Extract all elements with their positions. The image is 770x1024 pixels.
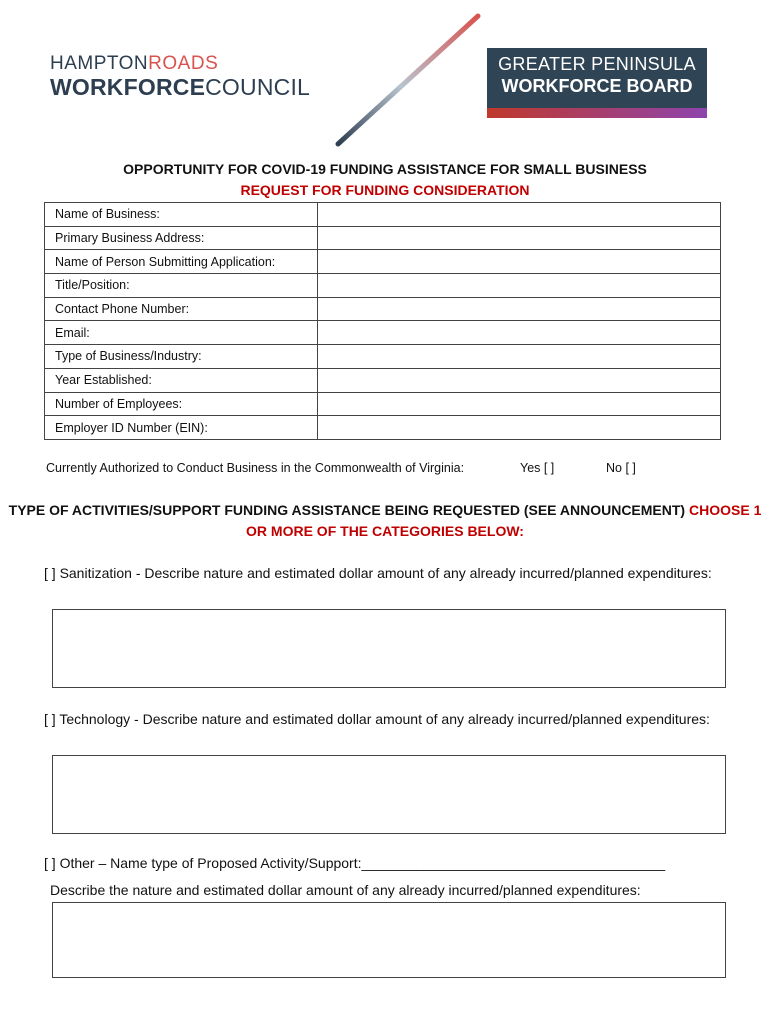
other-describe-label: Describe the nature and estimated dollar amount of any already incurred/planned expenditures: <box>50 882 641 898</box>
field-input[interactable] <box>318 274 721 298</box>
field-input[interactable] <box>318 203 721 227</box>
info-row <box>45 297 721 321</box>
option-technology <box>44 709 734 730</box>
field-label: Email: <box>45 321 318 345</box>
sanitization-description-field[interactable] <box>52 609 726 688</box>
section-heading-text: TYPE OF ACTIVITIES/SUPPORT FUNDING ASSISTANCE BEING REQUESTED (SEE ANNOUNCEMENT) <box>8 502 686 518</box>
field-label: Primary Business Address: <box>45 226 318 250</box>
field-label: Type of Business/Industry: <box>45 345 318 369</box>
info-row <box>45 416 721 440</box>
hampton-roads-logo <box>50 54 340 100</box>
field-label: Employer ID Number (EIN): <box>45 416 318 440</box>
greater-peninsula-logo <box>487 48 707 118</box>
info-row <box>45 392 721 416</box>
technology-checkbox[interactable]: [ ] <box>44 711 56 727</box>
logo-text-greater-peninsula: GREATER PENINSULA <box>498 54 696 74</box>
info-row <box>45 274 721 298</box>
field-label: Number of Employees: <box>45 392 318 416</box>
authorized-yes-checkbox[interactable]: Yes [ ] <box>520 461 555 475</box>
other-label: Other – Name type of Proposed Activity/Support:_______________________________________ <box>59 855 666 871</box>
field-label: Title/Position: <box>45 274 318 298</box>
field-input[interactable] <box>318 368 721 392</box>
field-label: Year Established: <box>45 368 318 392</box>
logo-text-roads: ROADS <box>148 53 219 74</box>
option-other <box>44 853 734 874</box>
field-label: Name of Person Submitting Application: <box>45 250 318 274</box>
logo-text-council: COUNCIL <box>205 74 311 100</box>
section-heading <box>0 500 770 542</box>
other-checkbox[interactable]: [ ] <box>44 855 56 871</box>
authorized-no-checkbox[interactable]: No [ ] <box>606 461 636 475</box>
sanitization-label: Sanitization - Describe nature and estimated dollar amount of any already incurred/planned expenditures: <box>59 565 712 581</box>
field-label: Contact Phone Number: <box>45 297 318 321</box>
field-input[interactable] <box>318 226 721 250</box>
section-heading-instruction: CHOOSE 1 OR MORE OF THE CATEGORIES BELOW: <box>246 502 762 539</box>
logo-text-hampton: HAMPTON <box>50 53 149 74</box>
info-row <box>45 345 721 369</box>
logo-text-workforce: WORKFORCE <box>50 74 206 100</box>
logo-text-workforce-board: WORKFORCE BOARD <box>501 76 693 96</box>
info-row <box>45 203 721 227</box>
page-title: OPPORTUNITY FOR COVID-19 FUNDING ASSISTANCE FOR SMALL BUSINESS <box>123 161 647 177</box>
business-info-table <box>44 202 721 440</box>
option-sanitization <box>44 563 734 584</box>
info-row <box>45 226 721 250</box>
info-row <box>45 250 721 274</box>
logo-divider-slash-icon <box>334 12 484 148</box>
technology-label: Technology - Describe nature and estimated dollar amount of any already incurred/planned expenditures: <box>59 711 710 727</box>
field-input[interactable] <box>318 321 721 345</box>
info-row <box>45 321 721 345</box>
other-description-field[interactable] <box>52 902 726 978</box>
info-row <box>45 368 721 392</box>
field-input[interactable] <box>318 416 721 440</box>
page-subtitle: REQUEST FOR FUNDING CONSIDERATION <box>240 182 530 198</box>
logo-accent-bar <box>487 108 707 118</box>
authorization-question: Currently Authorized to Conduct Business in the Commonwealth of Virginia: <box>46 461 465 475</box>
field-input[interactable] <box>318 392 721 416</box>
technology-description-field[interactable] <box>52 755 726 834</box>
field-input[interactable] <box>318 297 721 321</box>
field-input[interactable] <box>318 345 721 369</box>
field-input[interactable] <box>318 250 721 274</box>
sanitization-checkbox[interactable]: [ ] <box>44 565 56 581</box>
field-label: Name of Business: <box>45 203 318 227</box>
